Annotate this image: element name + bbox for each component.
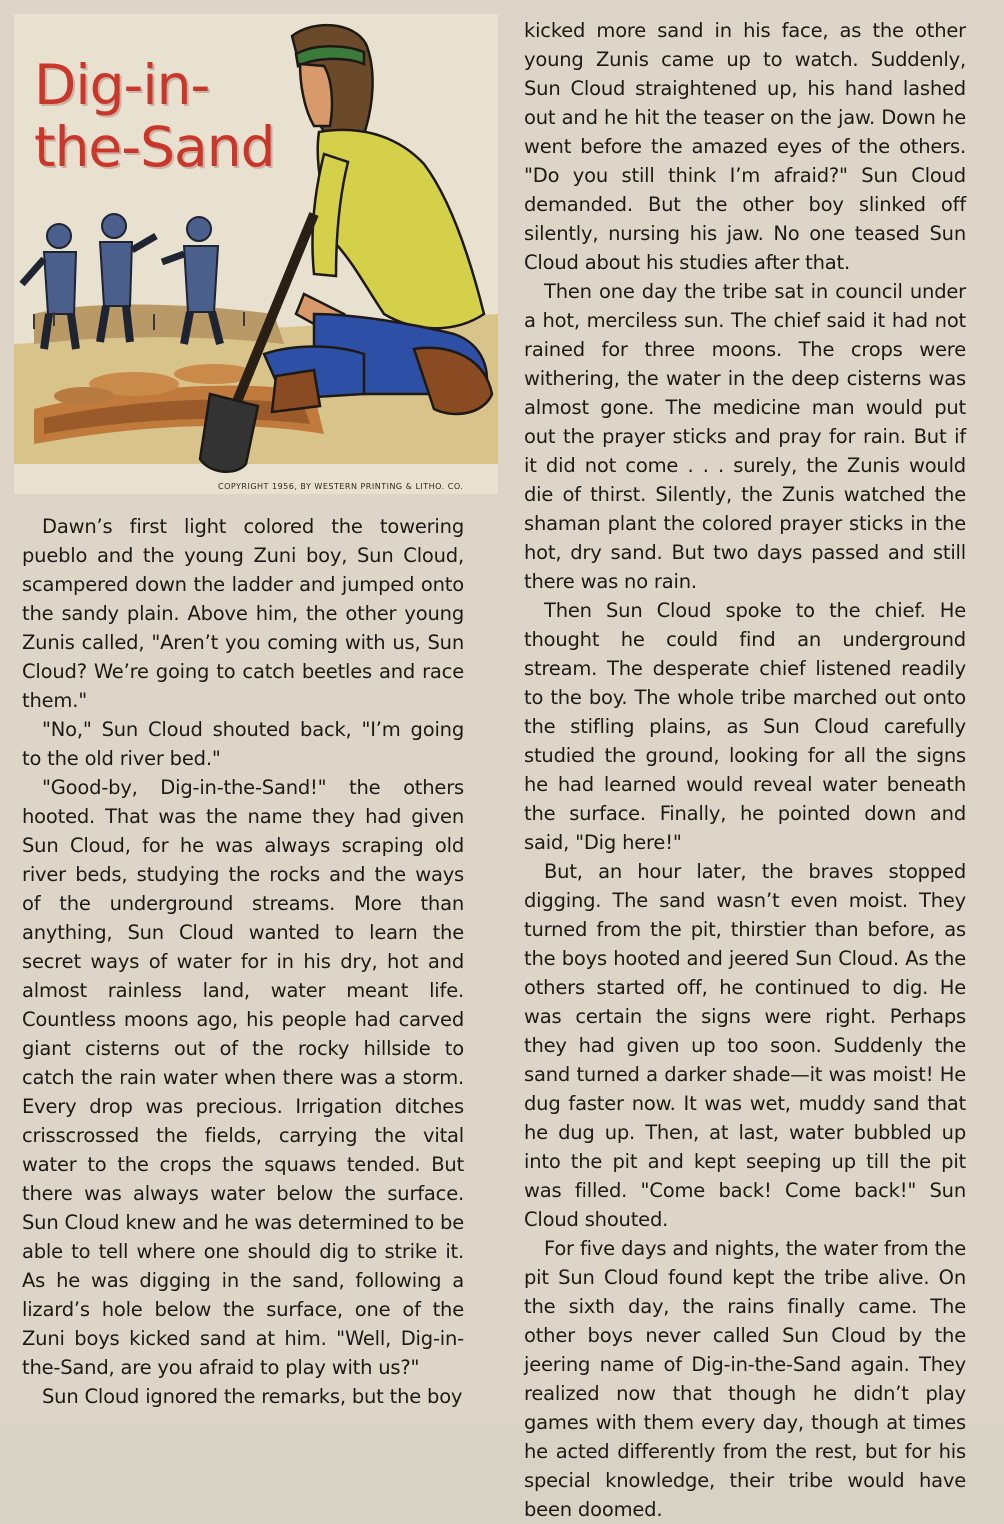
story-title	[34, 54, 275, 178]
paragraph: Dawn’s first light colored the towering pueblo and the young Zuni boy, Sun Cloud, scampered down the ladder and jumped onto the sandy plain. Above him, the other young Zunis called, "Aren’t you coming with us, Sun Cloud? We’re going to catch beetles and race them."	[22, 515, 464, 712]
story-illustration	[14, 14, 498, 494]
paragraph: Then Sun Cloud spoke to the chief. He thought he could find an underground stream. The desperate chief listened readily to the boy. The whole tribe marched out onto the stifling plains, as Sun Cloud carefully studied the ground, looking for all the signs he had learned would reveal water beneath the surface. Finally, he pointed down and said, "Dig here!"	[524, 599, 966, 854]
right-text-column	[524, 16, 966, 1524]
paragraph: For five days and nights, the water from the pit Sun Cloud found kept the tribe alive. On the sixth day, the rains finally came. The other boys never called Sun Cloud by the jeering name of Dig-in-the-Sand again. They realized now that though he didn’t play games with them every day, though at times he acted differently from the rest, but for his special knowledge, their tribe would have been doomed.	[524, 1237, 966, 1521]
copyright-notice: COPYRIGHT 1956, BY WESTERN PRINTING & LITHO. CO.	[218, 482, 464, 491]
paragraph: kicked more sand in his face, as the other young Zunis came up to watch. Suddenly, Sun Cloud straightened up, his hand lashed out and he hit the teaser on the jaw. Down he went before the amazed eyes of the others. "Do you still think I’m afraid?" Sun Cloud demanded. But the other boy slinked off silently, nursing his jaw. No one teased Sun Cloud about his studies after that.	[524, 19, 966, 274]
paragraph: Sun Cloud ignored the remarks, but the boy	[42, 1385, 463, 1408]
paragraph: Then one day the tribe sat in council under a hot, merciless sun. The chief said it had not rained for three moons. The crops were withering, the water in the deep cisterns was almost gone. The medicine man would put out the prayer sticks and pray for rain. But if it did not come . . . surely, the Zunis would die of thirst. Silently, the Zunis watched the shaman plant the colored prayer sticks in the hot, dry sand. But two days passed and still there was no rain.	[524, 280, 966, 593]
paragraph: "Good-by, Dig-in-the-Sand!" the others hooted. That was the name they had given Sun Cloud, for he was always scraping old river beds, studying the rocks and the ways of the underground streams. More than anything, Sun Cloud wanted to learn the secret ways of water for in his dry, hot and almost rainless land, water meant life. Countless moons ago, his people had carved giant cisterns out of the rocky hillside to catch the rain water when there was a storm. Every drop was precious. Irrigation ditches crisscrossed the fields, carrying the vital water to the crops the squaws tended. But there was always water below the surface. Sun Cloud knew and he was determined to be able to tell where one should dig to strike it. As he was digging in the sand, following a lizard’s hole below the surface, one of the Zuni boys kicked sand at him. "Well, Dig-in-the-Sand, are you afraid to play with us?"	[22, 776, 464, 1379]
paragraph: But, an hour later, the braves stopped digging. The sand wasn’t even moist. They turned from the pit, thirstier than before, as the boys hooted and jeered Sun Cloud. As the others started off, he continued to dig. He was certain the signs were right. Perhaps they had given up too soon. Suddenly the sand turned a darker shade—it was moist! He dug faster now. It was wet, muddy sand that he dug up. Then, at last, water bubbled up into the pit and kept seeping up till the pit was filled. "Come back! Come back!" Sun Cloud shouted.	[524, 860, 966, 1231]
title-line-2: the-Sand	[34, 115, 275, 179]
title-line-1: Dig-in-	[34, 53, 210, 117]
paragraph: "No," Sun Cloud shouted back, "I’m going to the old river bed."	[22, 718, 464, 770]
left-text-column	[22, 512, 464, 1411]
